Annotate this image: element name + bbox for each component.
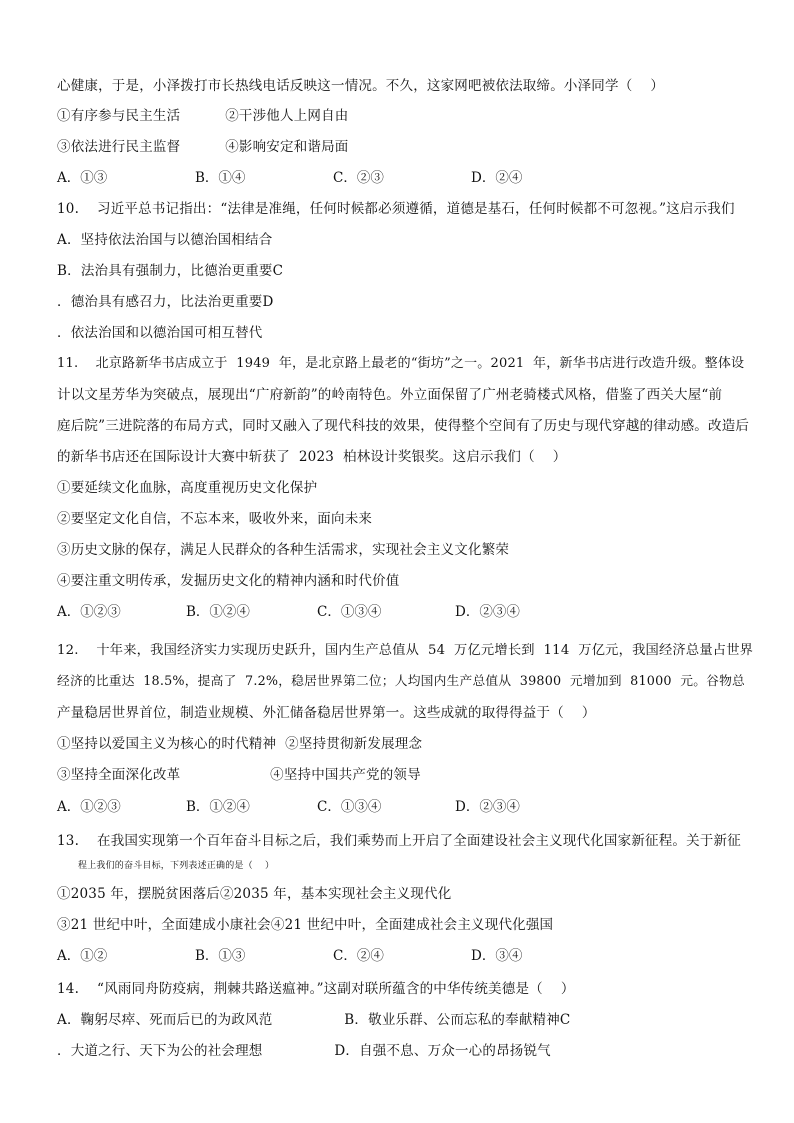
q13-statements-1-2: ①2035 年，摆脱贫困落后②2035 年，基本实现社会主义现代化: [57, 886, 452, 902]
q13-options: [57, 946, 747, 966]
q13-statements-3-4: ③21 世纪中叶，全面建成小康社会④21 世纪中叶，全面建成社会主义现代化强国: [57, 917, 554, 933]
question-13-stem-line-2: 程上我们的奋斗目标，下列表述正确的是（ ）: [78, 861, 275, 871]
question-10-stem: 10. 习近平总书记指出：“法律是准绳，任何时候都必须遵循，道德是基石，任何时候都不可忽视。”这启示我们: [57, 201, 735, 217]
q9-option-b: B．①④: [195, 170, 246, 186]
q11-statement-4: ④要注重文明传承，发掘历史文化的精神内涵和时代价值: [57, 573, 400, 589]
q11-option-c: C．①③④: [317, 604, 382, 620]
q9-statements-3-4: ③依法进行民主监督 ④影响安定和谐局面: [57, 139, 349, 155]
q13-option-c: C．②④: [333, 948, 384, 964]
q12-statements-1-2: ①坚持以爱国主义为核心的时代精神 ②坚持贯彻新发展理念: [57, 736, 423, 752]
q9-option-a: A．①③: [57, 170, 108, 186]
question-12-stem-line-2: 经济的比重达 18.5%，提高了 7.2%，稳居世界第二位；人均国内生产总值从 39800 元增加到 81000 元。谷物总: [57, 674, 745, 689]
question-13-stem-line-1: 13. 在我国实现第一个百年奋斗目标之后，我们乘势而上开启了全面建设社会主义现代化国家新征程。关于新征: [57, 833, 741, 849]
question-9-stem-end: 心健康，于是，小泽拨打市长热线电话反映这一情况。不久，这家网吧被依法取缔。小泽同学（ ）: [57, 78, 665, 94]
q14-options-a-b: A．鞠躬尽瘁、死而后已的为政风范 B．敬业乐群、公而忘私的奉献精神C: [57, 1012, 571, 1028]
q9-options: [57, 168, 747, 188]
question-11-stem-line-2: 计以文星芳华为突破点，展现出“广府新韵”的岭南特色。外立面保留了广州老骑楼式风格，借鉴了西关大屋“前: [57, 387, 723, 403]
q13-option-b: B．①③: [195, 948, 246, 964]
q10-option-a: A．坚持依法治国与以德治国相结合: [57, 232, 273, 248]
q12-options: [57, 797, 747, 817]
q11-option-b: B．①②④: [186, 604, 250, 620]
q11-statement-1: ①要延续文化血脉，高度重视历史文化保护: [57, 480, 318, 496]
q13-option-d: D．③④: [471, 948, 523, 964]
q10-option-b: B．法治具有强制力，比德治更重要C: [57, 263, 284, 279]
q12-statements-3-4: ③坚持全面深化改革 ④坚持中国共产党的领导: [57, 767, 421, 783]
question-11-stem-line-3: 庭后院”三进院落的布局方式，同时又融入了现代科技的效果，使得整个空间有了历史与现代穿越的律动感。改造后: [57, 418, 750, 434]
q11-option-a: A．①②③: [57, 604, 121, 620]
q12-option-d: D．②③④: [455, 799, 520, 815]
q10-option-c: ．德治具有感召力，比法治更重要D: [57, 294, 274, 310]
q11-statement-2: ②要坚定文化自信，不忘本来，吸收外来，面向未来: [57, 511, 373, 527]
q10-option-d: ．依法治国和以德治国可相互替代: [57, 325, 263, 341]
q12-option-a: A．①②③: [57, 799, 121, 815]
question-11-stem-line-4: 的新华书店还在国际设计大赛中斩获了 2023 柏林设计奖银奖。这启示我们（ ）: [57, 449, 567, 465]
question-12-stem-line-1: 12. 十年来，我国经济实力实现历史跃升，国内生产总值从 54 万亿元增长到 114 万亿元，我国经济总量占世界: [57, 643, 754, 658]
q9-option-c: C．②③: [333, 170, 384, 186]
question-14-stem: 14. “风雨同舟防疫病，荆棘共路送瘟神。”这副对联所蕴含的中华传统美德是（ ）: [57, 981, 575, 997]
q12-option-c: C．①③④: [317, 799, 382, 815]
q9-option-d: D．②④: [471, 170, 523, 186]
q11-option-d: D．②③④: [455, 604, 520, 620]
q9-statements-1-2: ①有序参与民主生活 ②干涉他人上网自由: [57, 108, 349, 124]
q14-options-c-d: ．大道之行、天下为公的社会理想 D．自强不息、万众一心的昂扬锐气: [57, 1043, 551, 1059]
question-11-stem-line-1: 11. 北京路新华书店成立于 1949 年，是北京路上最老的“街坊”之一。2021 年，新华书店进行改造升级。整体设: [57, 356, 745, 371]
q11-statement-3: ③历史文脉的保存，满足人民群众的各种生活需求，实现社会主义文化繁荣: [57, 542, 510, 558]
question-12-stem-line-3: 产量稳居世界首位，制造业规模、外汇储备稳居世界第一。这些成就的取得得益于（ ）: [57, 705, 596, 721]
q11-options: [57, 602, 747, 622]
q12-option-b: B．①②④: [186, 799, 250, 815]
q13-option-a: A．①②: [57, 948, 108, 964]
